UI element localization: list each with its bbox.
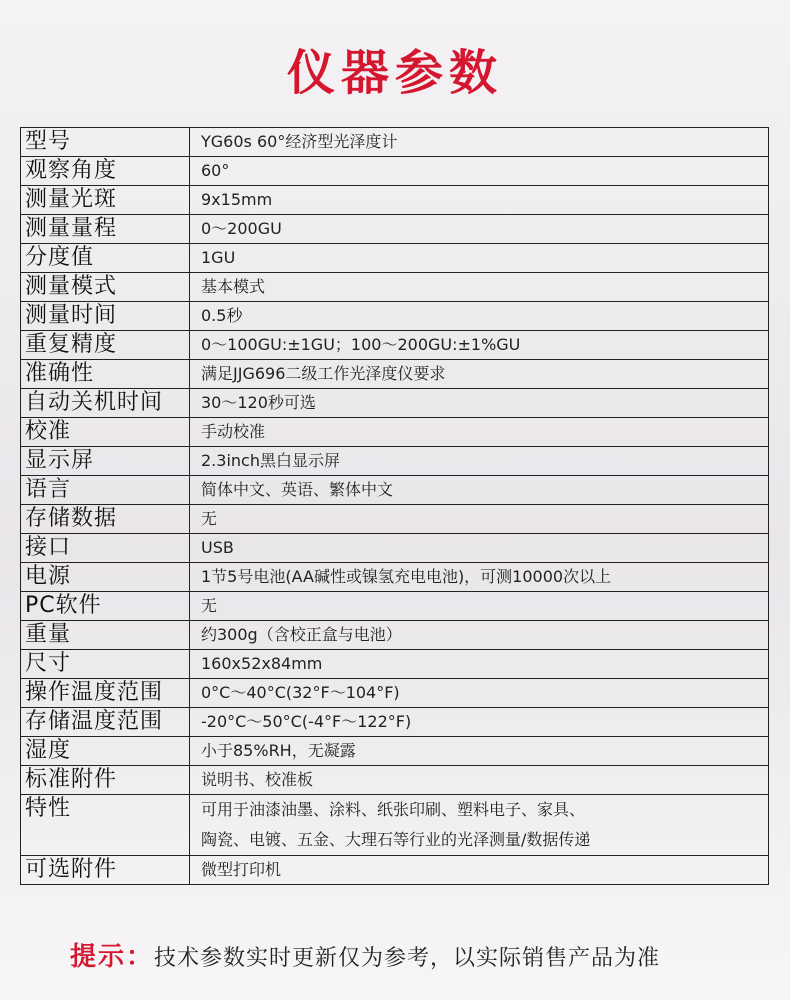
- table-row: [21, 244, 769, 273]
- table-row: [21, 737, 769, 766]
- table-row: [21, 418, 769, 447]
- row-value: 9x15mm: [190, 186, 769, 215]
- features-line-1: 可用于油漆油墨、涂料、纸张印刷、塑料电子、家具、: [201, 800, 586, 819]
- spec-table-body: [21, 128, 769, 885]
- row-value: 小于85%RH，无凝露: [190, 737, 769, 766]
- row-value: YG60s 60°经济型光泽度计: [190, 128, 769, 157]
- row-value: 约300g（含校正盒与电池）: [190, 621, 769, 650]
- features-line-2: 陶瓷、电镀、五金、大理石等行业的光泽测量/数据传递: [201, 830, 591, 849]
- row-value: 1节5号电池(AA碱性或镍氢充电电池)，可测10000次以上: [190, 563, 769, 592]
- row-label: 测量时间: [21, 302, 190, 331]
- row-label: 观察角度: [21, 157, 190, 186]
- table-row: [21, 302, 769, 331]
- row-label: 型号: [21, 128, 190, 157]
- note-text: 技术参数实时更新仅为参考，以实际销售产品为准: [154, 946, 661, 971]
- table-row: [21, 157, 769, 186]
- table-row-features: [21, 795, 769, 856]
- disclaimer-note: [70, 935, 660, 979]
- table-row: [21, 476, 769, 505]
- spec-table: [20, 127, 769, 885]
- row-value: 1GU: [190, 244, 769, 273]
- row-label: 语言: [21, 476, 190, 505]
- table-row: [21, 708, 769, 737]
- row-label: 重复精度: [21, 331, 190, 360]
- row-value: 微型打印机: [190, 856, 769, 885]
- row-label: 测量模式: [21, 273, 190, 302]
- row-label: 准确性: [21, 360, 190, 389]
- row-value: 0～100GU:±1GU；100～200GU:±1%GU: [190, 331, 769, 360]
- row-value: 无: [190, 505, 769, 534]
- table-row: [21, 621, 769, 650]
- row-label: 测量量程: [21, 215, 190, 244]
- page-title: 仪器参数: [286, 45, 503, 101]
- table-row: [21, 650, 769, 679]
- table-row: [21, 331, 769, 360]
- table-row: [21, 273, 769, 302]
- table-row: [21, 679, 769, 708]
- table-row: [21, 592, 769, 621]
- table-row: [21, 505, 769, 534]
- row-value: -20°C～50°C(-4°F～122°F): [190, 708, 769, 737]
- row-label: 特性: [21, 795, 190, 856]
- row-label: 操作温度范围: [21, 679, 190, 708]
- table-row: [21, 534, 769, 563]
- table-row: [21, 563, 769, 592]
- table-row: [21, 389, 769, 418]
- row-value: USB: [190, 534, 769, 563]
- note-label: 提示：: [70, 942, 155, 972]
- row-value: [190, 795, 769, 856]
- row-value: 满足JJG696二级工作光泽度仪要求: [190, 360, 769, 389]
- row-label: 存储温度范围: [21, 708, 190, 737]
- table-row: [21, 128, 769, 157]
- row-label: 湿度: [21, 737, 190, 766]
- row-label: 标准附件: [21, 766, 190, 795]
- table-row-optional-accessory: [21, 856, 769, 885]
- row-value: 0～200GU: [190, 215, 769, 244]
- row-label: 存储数据: [21, 505, 190, 534]
- row-value: 160x52x84mm: [190, 650, 769, 679]
- row-label: 显示屏: [21, 447, 190, 476]
- table-row: [21, 215, 769, 244]
- row-value: 0.5秒: [190, 302, 769, 331]
- row-label: PC软件: [21, 592, 190, 621]
- table-row: [21, 447, 769, 476]
- row-value: 无: [190, 592, 769, 621]
- row-value: 0°C～40°C(32°F～104°F): [190, 679, 769, 708]
- row-label: 分度值: [21, 244, 190, 273]
- row-label: 接口: [21, 534, 190, 563]
- table-row: [21, 360, 769, 389]
- row-value: 基本模式: [190, 273, 769, 302]
- table-row: [21, 186, 769, 215]
- row-value: 说明书、校准板: [190, 766, 769, 795]
- row-label: 可选附件: [21, 856, 190, 885]
- row-value: 30～120秒可选: [190, 389, 769, 418]
- row-value: 简体中文、英语、繁体中文: [190, 476, 769, 505]
- row-label: 重量: [21, 621, 190, 650]
- row-label: 自动关机时间: [21, 389, 190, 418]
- table-row: [21, 766, 769, 795]
- row-label: 尺寸: [21, 650, 190, 679]
- row-label: 测量光斑: [21, 186, 190, 215]
- row-value: 60°: [190, 157, 769, 186]
- row-value: 2.3inch黑白显示屏: [190, 447, 769, 476]
- row-label: 电源: [21, 563, 190, 592]
- row-value: 手动校准: [190, 418, 769, 447]
- row-label: 校准: [21, 418, 190, 447]
